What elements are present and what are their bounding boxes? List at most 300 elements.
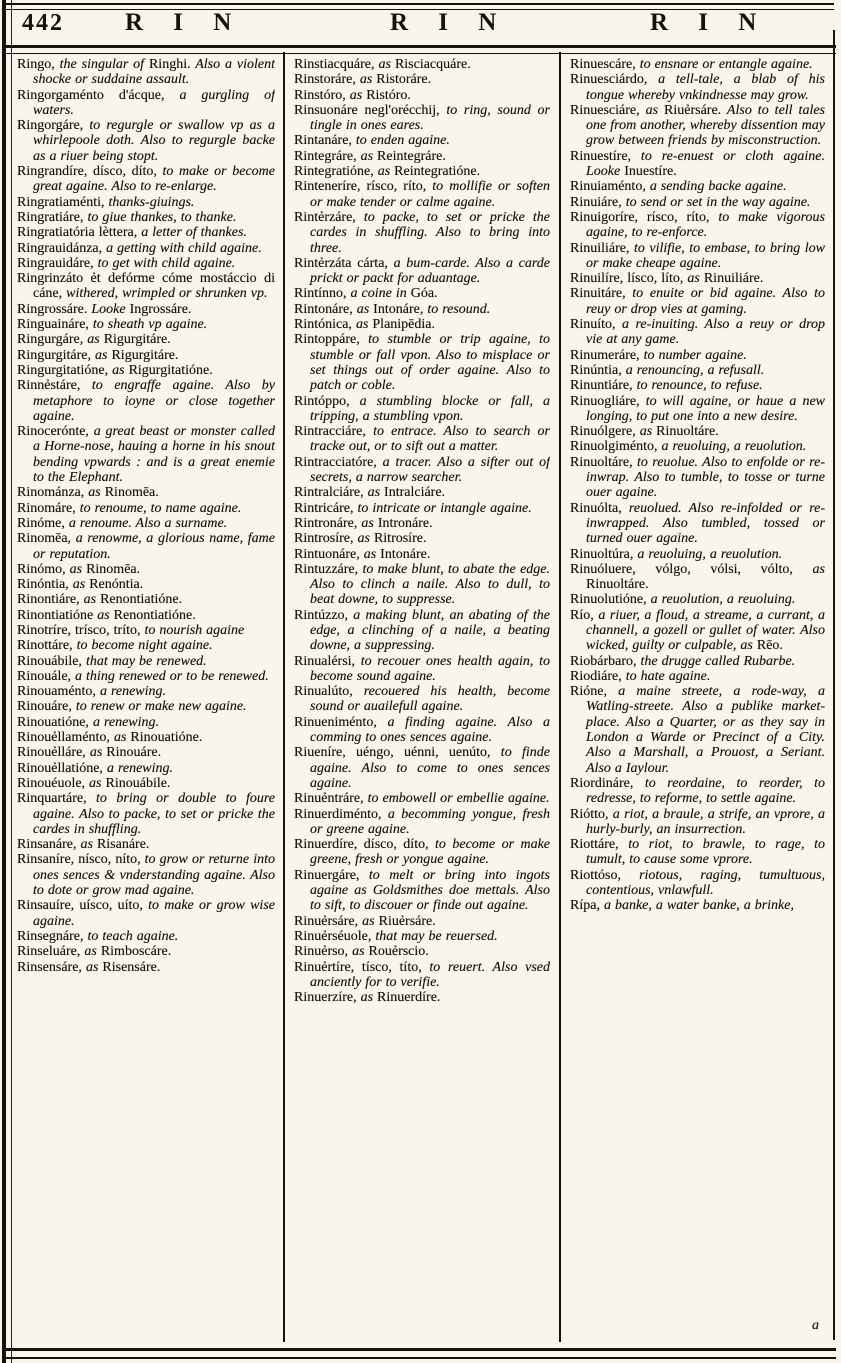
headword-text: Intronáre. xyxy=(377,515,433,531)
definition-text: to reordaine, to reorder, to redresse, to reforme, to settle againe. xyxy=(586,775,825,807)
headword-text: Ringuaináre, xyxy=(17,317,89,333)
dictionary-entry xyxy=(294,837,550,868)
headword-text: Ringurgitáre, xyxy=(17,347,92,363)
headword-text: Ringrandíre, dísco, díto, xyxy=(17,164,157,180)
page-number: 442 xyxy=(22,10,64,36)
headword-text: Rinouaménto, xyxy=(17,684,96,700)
definition-text: the drugge called Rubarbe. xyxy=(636,653,796,669)
headword-text: Risanáre. xyxy=(96,837,150,853)
dictionary-entry xyxy=(294,210,550,256)
dictionary-entry xyxy=(570,363,825,378)
headword-text: Rinouábile. xyxy=(105,775,171,791)
headword-text: Rintẻrzáre, xyxy=(294,209,356,225)
dictionary-column-2 xyxy=(294,57,550,1343)
headword-text: Riodiáre, xyxy=(570,668,622,684)
headword-text: Rinstoráre, xyxy=(294,72,356,88)
headword-text: Rinuolgiménto, xyxy=(570,439,658,455)
definition-text: reuolued. Also re-infolded or re-inwrapped. Also tumbled, tossed or turned ouer againe. xyxy=(586,500,825,547)
dictionary-entry xyxy=(294,868,550,914)
dictionary-entry xyxy=(294,149,550,164)
headword-text: Góa. xyxy=(410,286,438,302)
headword-text: Rinteneríre, rísco, ríto, xyxy=(294,179,427,195)
dictionary-entry xyxy=(17,118,275,164)
dictionary-entry xyxy=(294,88,550,103)
dictionary-entry xyxy=(294,164,550,179)
headword-text: Rinuolutióne, xyxy=(570,592,647,608)
dictionary-entry xyxy=(570,348,825,363)
headword-text: Rēo. xyxy=(756,638,783,654)
headword-text: Rintegratióne, xyxy=(294,164,374,180)
dictionary-entry xyxy=(17,332,275,347)
headword-text: Ringurgáre, xyxy=(17,332,84,348)
dictionary-entry xyxy=(294,455,550,486)
dictionary-entry xyxy=(570,501,825,547)
definition-text: a renoume. Also a surname. xyxy=(64,515,228,531)
definition-text: as xyxy=(79,592,101,608)
definition-text: to entrace. Also to search or tracke out, or to sift out a matter. xyxy=(310,424,550,455)
headword-text: Renontiatióne. xyxy=(113,607,196,623)
headword-text: Rinuesciárdo, xyxy=(570,72,648,88)
definition-text: as xyxy=(83,332,104,348)
definition-text: a stumbling blocke or fall, a tripping, a stumbling vpon. xyxy=(310,393,550,424)
headword-text: Rinouẻlláre, xyxy=(17,745,86,761)
dictionary-entry xyxy=(570,608,825,654)
dictionary-entry xyxy=(17,730,275,745)
definition-text: a great beast or monster called a Horne-nose, hauing a horne in his snout bending vpwards : and is a great enemie to the Elephant. xyxy=(33,424,275,486)
dictionary-entry xyxy=(17,623,275,638)
dictionary-entry xyxy=(294,72,550,87)
headword-text: Rinuólta, xyxy=(570,500,622,516)
definition-text: Also a violent shocke or suddaine assault. xyxy=(33,57,275,88)
headword-text: Rigurgitatióne. xyxy=(128,362,213,378)
definition-text: as xyxy=(65,561,87,577)
headword-text: Rintónica, xyxy=(294,317,352,333)
dictionary-entry xyxy=(294,332,550,393)
definition-text: as xyxy=(85,745,107,761)
headword-text: Rintronáre, xyxy=(294,515,358,531)
headword-text: Reintegráre. xyxy=(377,148,446,164)
headword-text: Rinouẻllatióne, xyxy=(17,760,103,776)
definition-text: a tracer. Also a sifter out of secrets, a narrow searcher. xyxy=(310,454,550,486)
dictionary-entry xyxy=(294,990,550,1005)
dictionary-entry xyxy=(570,898,825,913)
dictionary-entry xyxy=(294,562,550,608)
dictionary-entry xyxy=(17,88,275,119)
dictionary-entry xyxy=(17,837,275,852)
headword-text: Rinuiáre, xyxy=(570,194,622,210)
dictionary-entry xyxy=(17,424,275,485)
header-rule xyxy=(6,45,836,54)
dictionary-entry xyxy=(570,286,825,317)
definition-text: riotous, raging, tumultuous, contentious, vnlawfull. xyxy=(586,867,825,899)
definition-text: as xyxy=(792,561,825,577)
headword-text: Rinuerdíre. xyxy=(377,990,441,1006)
running-header-right: R I N xyxy=(650,9,769,36)
definition-text: to renoume, to name againe. xyxy=(75,500,242,516)
dictionary-entry xyxy=(17,378,275,424)
definition-text: to grow or returne into ones sences & vnderstanding againe. Also to dote or grow mad againe. xyxy=(33,852,275,899)
dictionary-entry xyxy=(570,72,825,103)
dictionary-entry xyxy=(570,807,825,838)
headword-text: Rintonáre, xyxy=(294,301,353,317)
definition-text: as xyxy=(373,164,395,180)
headword-text: Rinontiatióne xyxy=(17,607,94,623)
headword-text: Rinuerdiménto, xyxy=(294,806,382,822)
definition-text: as xyxy=(356,990,378,1006)
headword-text: Rinsaníre, nísco, níto, xyxy=(17,852,141,868)
dictionary-entry xyxy=(17,684,275,699)
definition-text: a riuer, a floud, a streame, a currant, a channell, a gozell or gullet of water. Also wicked, guilty or culpable, as xyxy=(586,607,825,654)
dictionary-entry xyxy=(570,669,825,684)
definition-text: to make or become great againe. Also to re-enlarge. xyxy=(33,164,275,195)
headword-text: Rinouatióne, xyxy=(17,714,89,730)
definition-text: as xyxy=(348,944,369,960)
headword-text: Rinuẻrso, xyxy=(294,944,349,960)
definition-text: a riot, a braule, a strife, an vprore, a hurly-burly, an insurrection. xyxy=(586,806,825,837)
definition-text: to vilifie, to embase, to bring low or make cheape againe. xyxy=(586,240,825,271)
dictionary-entry xyxy=(17,852,275,898)
headword-text: Rintoppáre, xyxy=(294,332,360,348)
definition-text: a renewing. xyxy=(95,684,167,700)
page-right-border xyxy=(833,30,835,1340)
definition-text: a becomming yongue, fresh or greene againe. xyxy=(310,806,550,837)
definition-text: as xyxy=(85,775,106,791)
dictionary-entry xyxy=(17,225,275,240)
headword-text: Rintóppo, xyxy=(294,393,350,409)
headword-text: Río, xyxy=(570,607,594,623)
dictionary-entry xyxy=(17,745,275,760)
headword-text: Rintricáre, xyxy=(294,500,354,516)
definition-text: a renewing. xyxy=(102,760,174,776)
headword-text: Rinualúto, xyxy=(294,684,353,700)
headword-text: Renóntia. xyxy=(89,577,144,593)
dictionary-entry xyxy=(17,516,275,531)
headword-text: Rinnẻstáre, xyxy=(17,378,81,394)
bottom-rule xyxy=(6,1348,836,1359)
headword-text: Rinuerzíre, xyxy=(294,990,357,1006)
definition-text: a renowme, a glorious name, fame or reputation. xyxy=(33,531,275,562)
definition-text: to will againe, or haue a new longing, to put one into a new desire. xyxy=(586,393,825,424)
definition-text: a reuolution, a reuoluing. xyxy=(646,592,796,608)
headword-text: Rinománza, xyxy=(17,485,85,501)
definition-text: to renew or make new againe. xyxy=(71,699,247,715)
headword-text: Ringo, xyxy=(17,57,55,72)
headword-text: Rigurgitáre. xyxy=(103,332,171,348)
definition-text: , to resound. xyxy=(419,301,491,317)
definition-text: to finde againe. Also to come to ones sences againe. xyxy=(310,745,550,791)
headword-text: Rinontiáre, xyxy=(17,592,80,608)
dictionary-entry xyxy=(294,608,550,654)
dictionary-entry xyxy=(294,317,550,332)
dictionary-entry xyxy=(570,439,825,454)
definition-text: Looke xyxy=(87,301,130,317)
headword-text: Rinouáre, xyxy=(17,699,72,715)
headword-text: Rintegráre, xyxy=(294,148,357,164)
dictionary-entry xyxy=(570,684,825,776)
dictionary-entry xyxy=(294,944,550,959)
definition-text: to send or set in the way againe. xyxy=(621,194,811,210)
definition-text: as xyxy=(353,531,374,547)
headword-text: Rinouẻllaménto, xyxy=(17,730,110,746)
headword-text: Riordináre, xyxy=(570,775,634,791)
definition-text: as xyxy=(109,730,131,746)
dictionary-entry xyxy=(294,516,550,531)
definition-text: to teach againe. xyxy=(83,928,179,944)
dictionary-entry xyxy=(17,715,275,730)
dictionary-entry xyxy=(570,455,825,501)
dictionary-entry xyxy=(294,547,550,562)
definition-text: a finding againe. Also a comming to ones sences againe. xyxy=(310,714,550,746)
dictionary-entry xyxy=(570,547,825,562)
dictionary-entry xyxy=(570,394,825,425)
headword-text: Rinstóro, xyxy=(294,87,346,103)
dictionary-entry xyxy=(17,592,275,607)
definition-text: as xyxy=(355,72,377,88)
page-left-inner-rule xyxy=(11,0,12,1363)
headword-text: Riótto, xyxy=(570,806,609,822)
definition-text: a reuoluing, a reuolution. xyxy=(633,546,783,562)
headword-text: Rinouáre. xyxy=(106,745,162,761)
dictionary-entry xyxy=(17,898,275,929)
headword-text: Rinuólgere, xyxy=(570,424,636,440)
headword-text: Ristóro. xyxy=(366,87,411,103)
headword-text: Rintuzzáre, xyxy=(294,561,359,577)
definition-text: the singular of xyxy=(54,57,149,72)
definition-text: as xyxy=(345,87,367,103)
definition-text: to stumble or trip againe, to stumble or fall vpon. Also to misplace or set things out of order againe. Also to patch or coble. xyxy=(310,332,550,394)
definition-text: a tell-tale, a blab of his tongue whereby vnkindnesse may grow. xyxy=(586,72,825,103)
headword-text: Ringratiaménti, xyxy=(17,194,105,210)
headword-text: Ringrossáre. xyxy=(17,301,88,317)
headword-text: Rinuiliáre, xyxy=(570,240,630,256)
headword-text: Ritrosíre. xyxy=(373,531,427,547)
dictionary-entry xyxy=(17,960,275,975)
dictionary-entry xyxy=(17,791,275,837)
headword-text: Ristoráre. xyxy=(376,72,432,88)
headword-text: Riuẻrsáre. xyxy=(378,913,436,929)
headword-text: Rinsauíre, uísco, uíto, xyxy=(17,898,143,914)
headword-text: Rinomēa. xyxy=(104,485,159,501)
dictionary-entry xyxy=(570,562,825,593)
headword-text: Intonáre xyxy=(373,301,420,317)
definition-text: to reuert. Also vsed anciently for to verifie. xyxy=(310,959,550,990)
dictionary-entry xyxy=(294,715,550,746)
dictionary-entry xyxy=(294,929,550,944)
dictionary-entry xyxy=(570,317,825,348)
dictionary-entry xyxy=(17,164,275,195)
headword-text: Riobárbaro, xyxy=(570,653,637,669)
definition-text: a renouncing, a refusall. xyxy=(621,362,765,378)
definition-text: a sending backe againe. xyxy=(645,179,787,195)
headword-text: Ringratiatória lèttera, xyxy=(17,225,138,241)
dictionary-entry xyxy=(570,179,825,194)
definition-text: as xyxy=(352,301,374,317)
definition-text: to melt or bring into ingots againe as Goldsmithes doe mettals. Also to sift, to discouer or finde out againe. xyxy=(310,867,550,914)
dictionary-entry xyxy=(17,302,275,317)
definition-text: as xyxy=(358,913,379,929)
headword-text: Riottóso, xyxy=(570,867,621,883)
headword-text: Intonáre. xyxy=(380,546,431,562)
definition-text: as xyxy=(639,102,665,118)
headword-text: Rinouéuole, xyxy=(17,775,86,791)
headword-text: Ringratiáre, xyxy=(17,209,84,225)
headword-text: Rinottáre, xyxy=(17,638,73,654)
definition-text: thanks-giuings. xyxy=(104,194,195,210)
running-header-center: R I N xyxy=(390,9,509,36)
headword-text: Rinseluáre, xyxy=(17,944,81,960)
definition-text: to make vigorous againe, to re-enforce. xyxy=(586,209,825,241)
headword-text: Rinotríre, trísco, tríto, xyxy=(17,622,141,638)
headword-text: Rinóme, xyxy=(17,515,65,531)
headword-text: Rinóntia, xyxy=(17,577,69,593)
definition-text: a renewing. xyxy=(88,714,160,730)
dictionary-entry xyxy=(294,103,550,134)
dictionary-entry xyxy=(294,256,550,287)
headword-text: Ringorgaménto d'ácque, xyxy=(17,87,165,103)
dictionary-entry xyxy=(294,286,550,301)
headword-text: Rinquartáre, xyxy=(17,791,87,807)
headword-text: Rintralciáre, xyxy=(294,485,364,501)
definition-text: as xyxy=(351,317,373,333)
headword-text: Rinuiliáre. xyxy=(703,271,764,287)
dictionary-entry xyxy=(294,57,550,72)
definition-text: as xyxy=(81,959,103,975)
dictionary-entry xyxy=(17,317,275,332)
headword-text: Rintínno, xyxy=(294,286,347,302)
headword-text: Rípa, xyxy=(570,898,600,914)
definition-text: to giue thankes, to thanke. xyxy=(83,209,237,225)
dictionary-entry xyxy=(17,363,275,378)
definition-text: to ensnare or entangle againe. xyxy=(635,57,813,72)
dictionary-entry xyxy=(294,654,550,685)
dictionary-entry xyxy=(17,608,275,623)
headword-text: Ringurgitatióne, xyxy=(17,362,109,378)
headword-text: Rimboscáre. xyxy=(100,944,172,960)
headword-text: Rinúntia, xyxy=(570,362,622,378)
dictionary-entry xyxy=(294,485,550,500)
definition-text: as xyxy=(84,485,105,501)
dictionary-entry xyxy=(17,638,275,653)
headword-text: Riottáre, xyxy=(570,837,619,853)
definition-text: as xyxy=(108,362,129,378)
dictionary-entry xyxy=(294,394,550,425)
definition-text: to renounce, to refuse. xyxy=(632,378,763,394)
dictionary-entry xyxy=(17,241,275,256)
dictionary-entry xyxy=(570,868,825,899)
dictionary-entry xyxy=(17,562,275,577)
definition-text: to become or make greene, fresh or yongue againe. xyxy=(310,837,550,868)
definition-text: as xyxy=(68,577,90,593)
dictionary-entry xyxy=(17,776,275,791)
dictionary-entry xyxy=(570,654,825,669)
headword-text: Rinuóluere, vólgo, vólsi, vólto, xyxy=(570,561,793,577)
headword-text: Rinuẻrsáre, xyxy=(294,913,359,929)
definition-text: a making blunt, an abating of the edge, a clinching of a naile, a beating downe, a suppressing. xyxy=(310,607,550,654)
headword-text: Rinuogliáre, xyxy=(570,393,640,409)
headword-text: Rintẻrzáta cárta, xyxy=(294,255,388,271)
definition-text: a thing renewed or to be renewed. xyxy=(71,668,269,684)
definition-text: as xyxy=(635,424,657,440)
definition-text: to become night againe. xyxy=(72,638,213,654)
definition-text: a reuoluing, a reuolution. xyxy=(657,439,807,455)
definition-text: as xyxy=(356,148,378,164)
dictionary-entry xyxy=(17,699,275,714)
definition-text: as xyxy=(357,515,378,531)
dictionary-entry xyxy=(570,57,825,72)
headword-text: Rinuntiáre, xyxy=(570,378,633,394)
headword-text: Rinuẻrtíre, tísco, títo, xyxy=(294,959,422,975)
definition-text: a banke, a water banke, a brinke, xyxy=(599,898,794,914)
definition-text: to enuite or bid againe. Also to reuy or drop vies at gaming. xyxy=(586,286,825,317)
headword-text: Riuẻrsáre. xyxy=(664,102,722,118)
headword-text: Rinsuonáre negl'orécchij, xyxy=(294,102,440,118)
headword-text: Rióne, xyxy=(570,684,607,700)
dictionary-entry xyxy=(294,501,550,516)
dictionary-entry xyxy=(570,241,825,272)
dictionary-entry xyxy=(17,210,275,225)
definition-text: as xyxy=(363,485,385,501)
dictionary-entry xyxy=(294,791,550,806)
headword-text: Rinuescáre, xyxy=(570,57,636,72)
headword-text: Ringorgáre, xyxy=(17,118,84,134)
column-rule-2 xyxy=(559,52,561,1342)
dictionary-entry xyxy=(570,271,825,286)
dictionary-entry xyxy=(570,776,825,807)
definition-text: as xyxy=(76,837,97,853)
dictionary-entry xyxy=(570,378,825,393)
dictionary-entry xyxy=(17,485,275,500)
definition-text: to recouer ones health again, to become sound againe. xyxy=(310,653,550,684)
definition-text: to mollifie or soften or make tender or calme againe. xyxy=(310,179,550,210)
headword-text: Inuestíre. xyxy=(624,164,677,180)
headword-text: Rinuestíre, xyxy=(570,148,632,164)
dictionary-entry xyxy=(570,424,825,439)
headword-text: Ringhi. xyxy=(148,57,191,72)
headword-text: Rinouále, xyxy=(17,668,72,684)
definition-text: to enden againe. xyxy=(351,133,450,149)
headword-text: Rinuoltáre, xyxy=(570,454,633,470)
headword-text: Rinocerónte, xyxy=(17,424,89,440)
column-rule-1 xyxy=(283,52,285,1342)
headword-text: Rinuergáre, xyxy=(294,867,360,883)
headword-text: Rintrosíre, xyxy=(294,531,354,547)
definition-text: to sheath vp againe. xyxy=(88,317,208,333)
headword-text: Rinuesciáre, xyxy=(570,102,640,118)
running-header-left: R I N xyxy=(125,9,244,36)
headword-text: Rinuitáre, xyxy=(570,286,626,302)
headword-text: Rinsanáre, xyxy=(17,837,77,853)
dictionary-entry xyxy=(294,531,550,546)
definition-text: a maine streete, a rode-way, a Watling-streete. Also a publike market-place. Also a Quarter, or as they say in London a Warde or Precinct of a City. Also a Marshall, a Prouost, a Seriant. Also a Iaylour. xyxy=(586,684,825,776)
dictionary-entry xyxy=(294,745,550,791)
dictionary-entry xyxy=(17,761,275,776)
dictionary-entry xyxy=(17,501,275,516)
dictionary-column-3 xyxy=(570,57,825,1343)
dictionary-entry xyxy=(570,195,825,210)
definition-text: to riot, to brawle, to rage, to tumult, to cause some vprore. xyxy=(586,837,825,868)
definition-text: to ring, sound or tingle in ones eares. xyxy=(310,102,550,134)
headword-text: Rinómo, xyxy=(17,561,66,577)
dictionary-entry xyxy=(294,807,550,838)
headword-text: Rinuoltáre. xyxy=(656,424,719,440)
definition-text: to nourish againe xyxy=(140,622,245,638)
headword-text: Rinuerdíre, dísco, díto, xyxy=(294,837,429,853)
dictionary-entry xyxy=(294,684,550,715)
definition-text: as xyxy=(93,607,114,623)
headword-text: Rinomēa, xyxy=(17,531,72,547)
headword-text: Rinumeráre, xyxy=(570,347,640,363)
headword-text: Rinualérsi, xyxy=(294,653,356,669)
